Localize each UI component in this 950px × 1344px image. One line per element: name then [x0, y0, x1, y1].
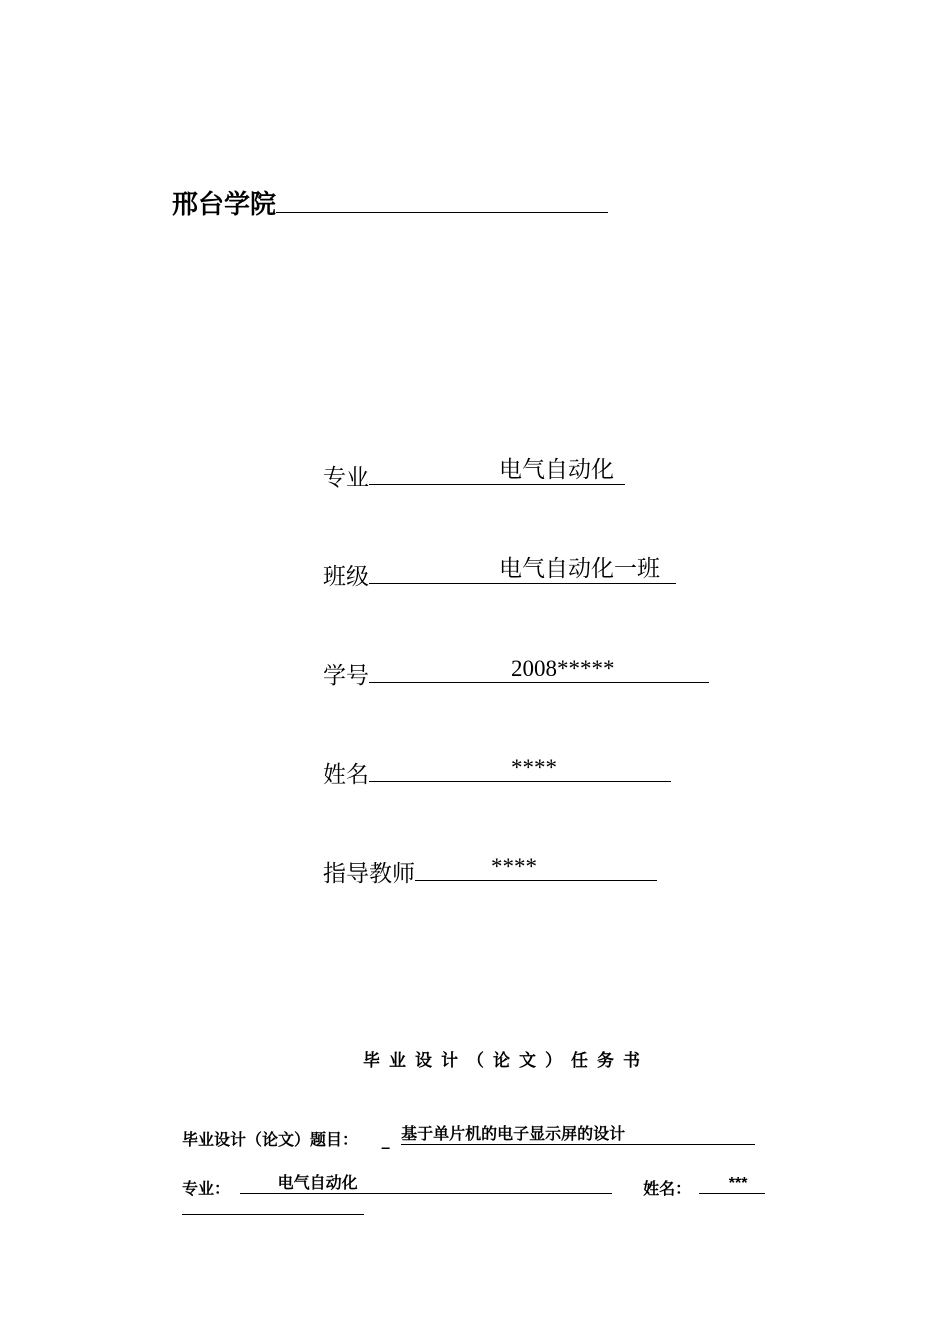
field-label: 学号	[323, 663, 369, 689]
field-value: ****	[511, 755, 557, 780]
field-value: 电气自动化	[499, 457, 614, 483]
field-name	[323, 755, 671, 789]
major-name-row	[182, 1173, 765, 1199]
task-book-title: 毕业设计（论文）任务书	[363, 1051, 649, 1071]
field-label: 班级	[323, 564, 369, 590]
major-value: 电气自动化	[277, 1173, 358, 1192]
college-name: 邢台学院	[172, 190, 277, 220]
college-underline	[276, 184, 608, 213]
field-major	[323, 458, 625, 492]
field-label: 指导教师	[323, 861, 415, 887]
field-label: 专业	[323, 465, 369, 491]
field-label: 姓名	[323, 762, 369, 788]
field-student-id	[323, 656, 709, 690]
topic-label: 毕业设计（论文）题目：	[182, 1130, 359, 1149]
field-value: 电气自动化一班	[499, 556, 660, 582]
field-class	[323, 557, 676, 591]
continuation-underline	[182, 1214, 364, 1215]
topic-value: 基于单片机的电子显示屏的设计	[401, 1124, 626, 1143]
name-value: ***	[728, 1175, 748, 1192]
name-label: 姓名：	[643, 1179, 692, 1198]
field-value: 2008*****	[511, 656, 615, 681]
major-label: 专业：	[182, 1179, 231, 1198]
field-advisor	[323, 854, 657, 888]
field-value: ****	[491, 854, 537, 879]
topic-prefix: _	[381, 1130, 390, 1149]
college-header	[172, 184, 608, 221]
topic-row	[182, 1124, 755, 1150]
